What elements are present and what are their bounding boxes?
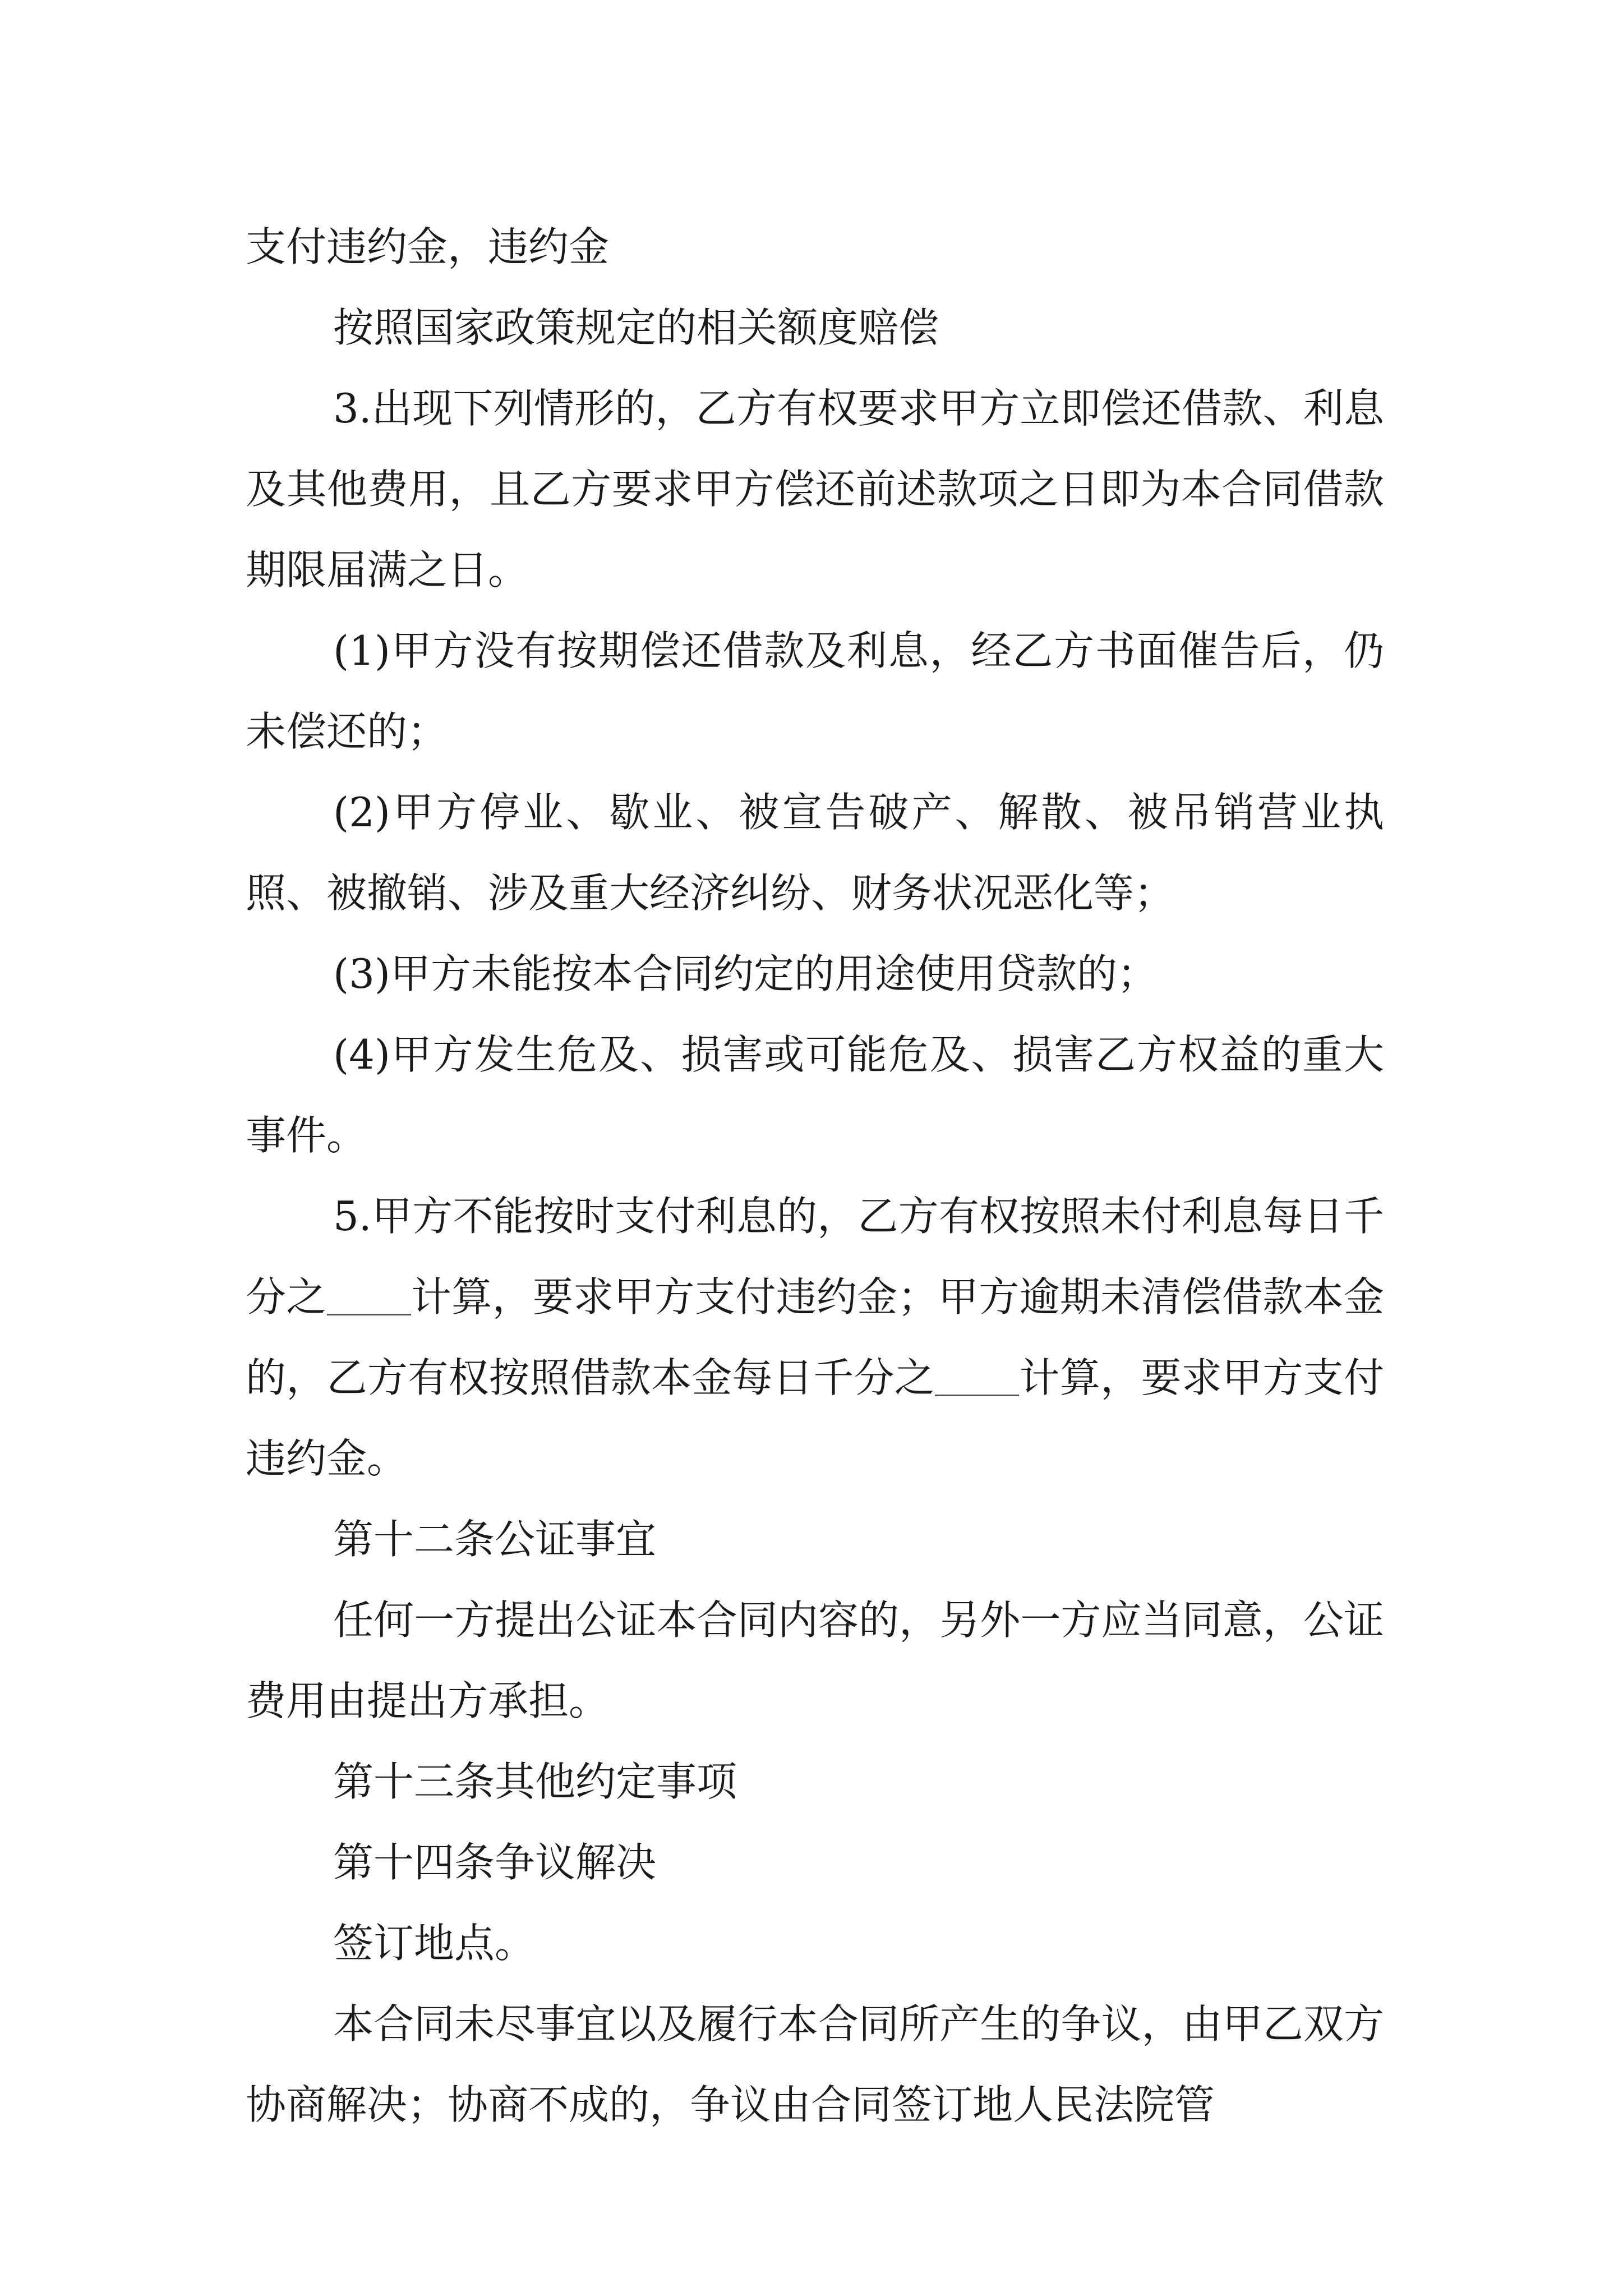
paragraph-10: 任何一方提出公证本合同内容的，另外一方应当同意，公证费用由提出方承担。 [246, 1596, 1384, 1724]
paragraph-11-heading: 第十三条其他约定事项 [333, 1758, 737, 1805]
paragraph-6: (3)甲方未能按本合同约定的用途使用贷款的； [333, 950, 1158, 997]
fill-in-blank-1 [327, 1313, 411, 1315]
paragraph-9-heading: 第十二条公证事宜 [333, 1516, 657, 1563]
paragraph-8-part-3: 计算，要求甲方支付违约金。 [246, 1354, 1384, 1482]
paragraph-7: (4)甲方发生危及、损害或可能危及、损害乙方权益的重大事件。 [246, 1031, 1384, 1159]
fill-in-blank-2 [935, 1394, 1019, 1396]
paragraph-1: 支付违约金，违约金 [246, 223, 610, 270]
paragraph-8-part-1: 5.甲方不能按时支付利息的，乙方有权按照未付利息每日千分之 [246, 1193, 1384, 1320]
paragraph-14: 本合同未尽事宜以及履行本合同所产生的争议，由甲乙双方协商解决；协商不成的，争议由合同签订地人民法院管 [246, 2000, 1384, 2128]
paragraph-2: 按照国家政策规定的相关额度赔偿 [333, 304, 939, 351]
paragraph-3: 3.出现下列情形的，乙方有权要求甲方立即偿还借款、利息及其他费用，且乙方要求甲方偿还前述款项之日即为本合同借款期限届满之日。 [246, 385, 1384, 593]
paragraph-5: (2)甲方停业、歇业、被宣告破产、解散、被吊销营业执照、被撤销、涉及重大经济纠纷、财务状况恶化等； [246, 789, 1384, 917]
paragraph-8 [246, 1176, 1384, 1499]
document-body [246, 206, 1384, 2145]
paragraph-13: 签订地点。 [333, 1920, 536, 1967]
paragraph-12-heading: 第十四条争议解决 [333, 1839, 657, 1886]
paragraph-4: (1)甲方没有按期偿还借款及利息，经乙方书面催告后，仍未偿还的； [246, 627, 1384, 755]
paragraph-8-part-2: 计算，要求甲方支付违约金；甲方逾期未清偿借款本金的，乙方有权按照借款本金每日千分之 [246, 1273, 1384, 1401]
